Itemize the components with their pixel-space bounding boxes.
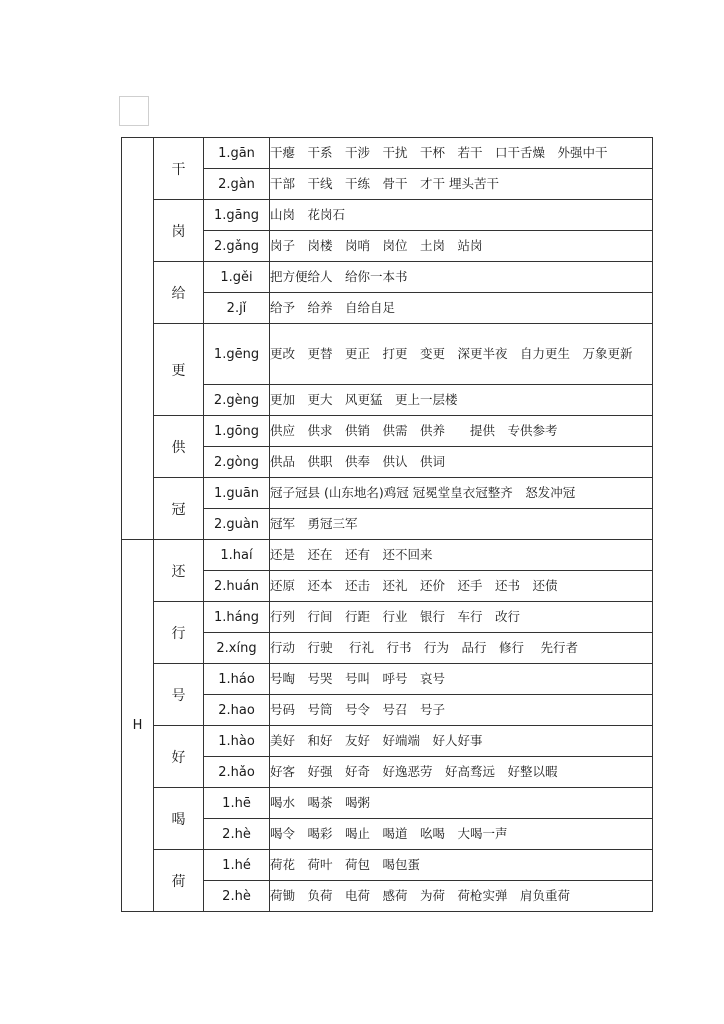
pinyin-cell: 2.hao (204, 695, 270, 726)
word-list-cell: 还原 还本 还击 还礼 还价 还手 还书 还债 (270, 571, 653, 602)
word-list-cell: 岗子 岗楼 岗哨 岗位 土岗 站岗 (270, 231, 653, 262)
word-list-cell: 喝令 喝彩 喝止 喝道 吆喝 大喝一声 (270, 819, 653, 850)
word-list-cell: 把方便给人 给你一本书 (270, 262, 653, 293)
pinyin-cell: 2.gǎng (204, 231, 270, 262)
table-row (122, 200, 653, 231)
pinyin-cell: 1.hé (204, 850, 270, 881)
table-row (122, 324, 653, 385)
pinyin-cell: 1.gōng (204, 416, 270, 447)
word-list-cell: 号码 号筒 号令 号召 号子 (270, 695, 653, 726)
pinyin-cell: 1.gěi (204, 262, 270, 293)
word-list-cell: 更加 更大 风更猛 更上一层楼 (270, 385, 653, 416)
character-cell: 还 (154, 540, 204, 602)
pinyin-cell: 1.gāng (204, 200, 270, 231)
pinyin-cell: 1.gēng (204, 324, 270, 385)
word-list-cell: 美好 和好 友好 好端端 好人好事 (270, 726, 653, 757)
pinyin-cell: 1.hào (204, 726, 270, 757)
character-cell: 给 (154, 262, 204, 324)
word-list-cell: 行列 行间 行距 行业 银行 车行 改行 (270, 602, 653, 633)
character-cell: 干 (154, 138, 204, 200)
word-list-cell: 冠军 勇冠三军 (270, 509, 653, 540)
pinyin-cell: 1.háo (204, 664, 270, 695)
pinyin-cell: 2.hè (204, 881, 270, 912)
letter-cell (122, 138, 154, 540)
word-list-cell: 还是 还在 还有 还不回来 (270, 540, 653, 571)
pinyin-cell: 2.huán (204, 571, 270, 602)
pinyin-cell: 2.hǎo (204, 757, 270, 788)
polyphonic-character-table (121, 137, 653, 912)
pinyin-cell: 2.xíng (204, 633, 270, 664)
pinyin-cell: 2.jǐ (204, 293, 270, 324)
word-list-cell: 供品 供职 供奉 供认 供词 (270, 447, 653, 478)
word-list-cell: 好客 好强 好奇 好逸恶劳 好高骛远 好整以暇 (270, 757, 653, 788)
pinyin-cell: 1.haí (204, 540, 270, 571)
character-cell: 行 (154, 602, 204, 664)
table-row (122, 726, 653, 757)
letter-cell: H (122, 540, 154, 912)
table-row (122, 478, 653, 509)
word-list-cell: 供应 供求 供销 供需 供养 提供 专供参考 (270, 416, 653, 447)
word-list-cell: 荷花 荷叶 荷包 喝包蛋 (270, 850, 653, 881)
word-list-cell: 更改 更替 更正 打更 变更 深更半夜 自力更生 万象更新 (270, 324, 653, 385)
pinyin-cell: 2.gòng (204, 447, 270, 478)
word-list-cell: 行动 行驶 行礼 行书 行为 品行 修行 先行者 (270, 633, 653, 664)
character-cell: 号 (154, 664, 204, 726)
table-row (122, 138, 653, 169)
word-list-cell: 冠子冠县 (山东地名)鸡冠 冠冕堂皇衣冠整齐 怒发冲冠 (270, 478, 653, 509)
table-row (122, 788, 653, 819)
pinyin-cell: 1.hē (204, 788, 270, 819)
pinyin-cell: 2.guàn (204, 509, 270, 540)
word-list-cell: 给予 给养 自给自足 (270, 293, 653, 324)
character-cell: 岗 (154, 200, 204, 262)
page-corner-box (119, 96, 149, 126)
pinyin-cell: 1.háng (204, 602, 270, 633)
table-row (122, 540, 653, 571)
pinyin-cell: 2.hè (204, 819, 270, 850)
character-cell: 荷 (154, 850, 204, 912)
pinyin-cell: 2.gèng (204, 385, 270, 416)
table-row (122, 416, 653, 447)
character-cell: 冠 (154, 478, 204, 540)
character-cell: 更 (154, 324, 204, 416)
word-list-cell: 山岗 花岗石 (270, 200, 653, 231)
pinyin-cell: 1.guān (204, 478, 270, 509)
word-list-cell: 号啕 号哭 号叫 呼号 哀号 (270, 664, 653, 695)
word-list-cell: 荷锄 负荷 电荷 感荷 为荷 荷枪实弹 肩负重荷 (270, 881, 653, 912)
character-cell: 喝 (154, 788, 204, 850)
character-cell: 好 (154, 726, 204, 788)
word-list-cell: 喝水 喝茶 喝粥 (270, 788, 653, 819)
word-list-cell: 干瘪 干系 干涉 干扰 干杯 若干 口干舌燥 外强中干 (270, 138, 653, 169)
table-row (122, 850, 653, 881)
pinyin-cell: 2.gàn (204, 169, 270, 200)
table-row (122, 664, 653, 695)
table-row (122, 602, 653, 633)
table-row (122, 262, 653, 293)
pinyin-cell: 1.gān (204, 138, 270, 169)
word-list-cell: 干部 干线 干练 骨干 才干 埋头苦干 (270, 169, 653, 200)
character-cell: 供 (154, 416, 204, 478)
